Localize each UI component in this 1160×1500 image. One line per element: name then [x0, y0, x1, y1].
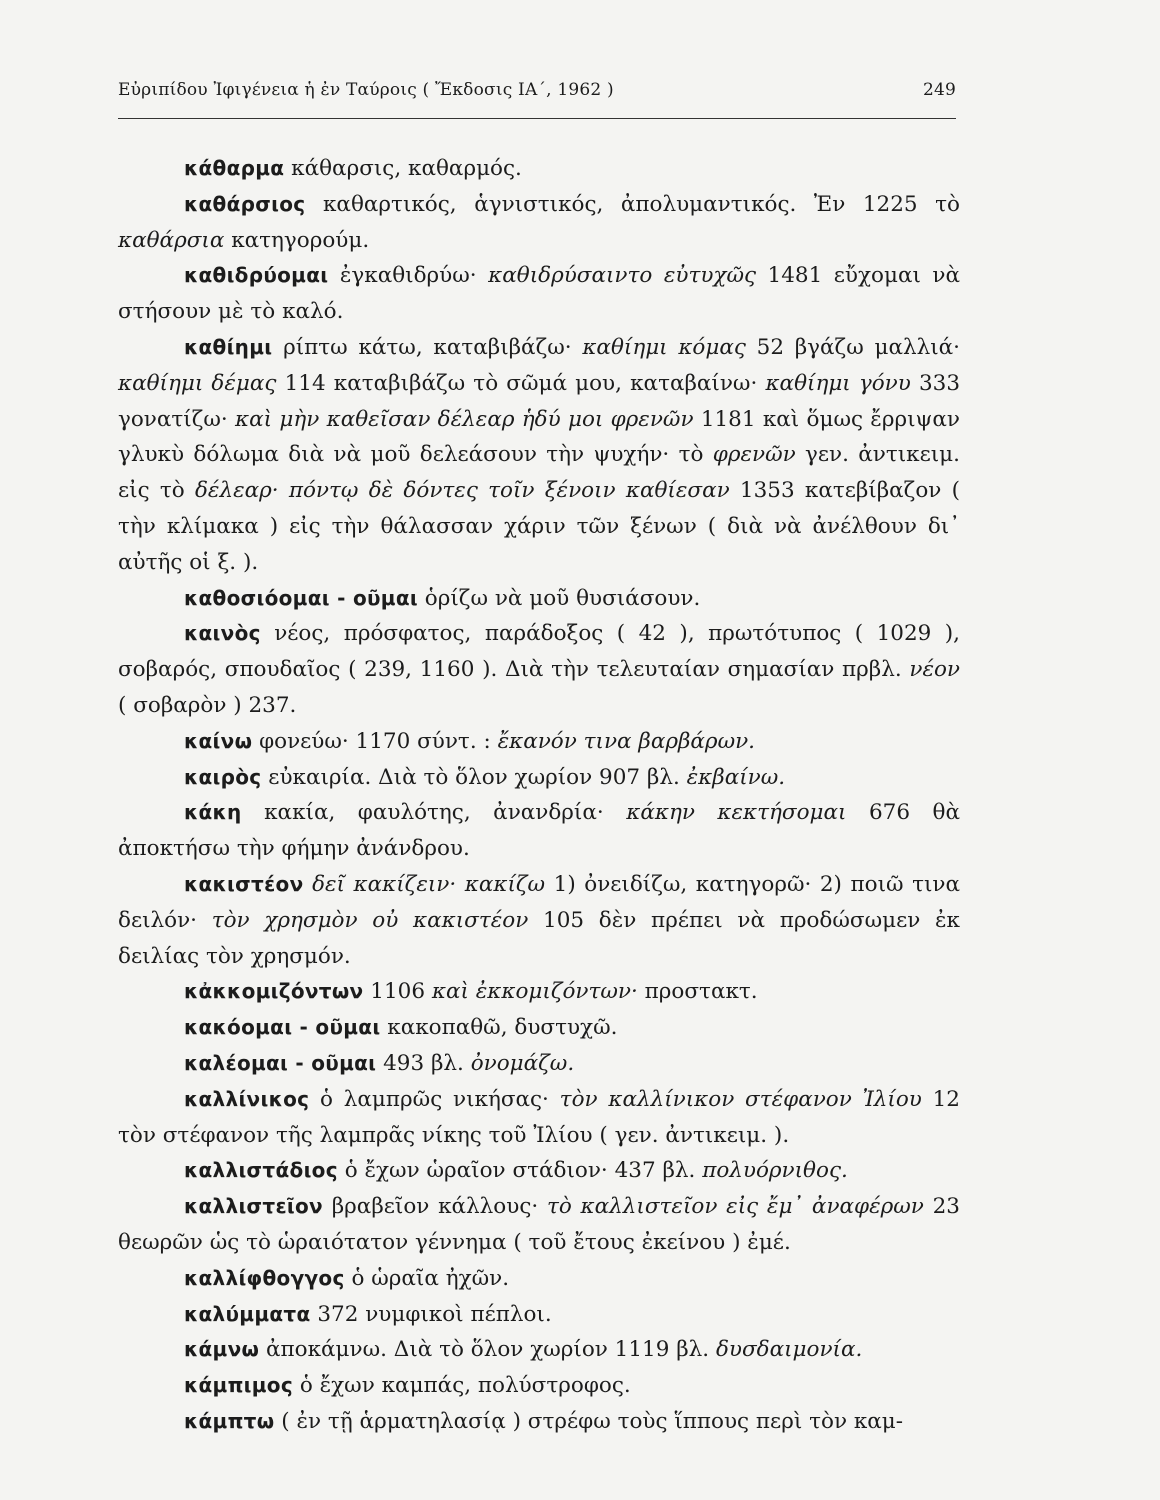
entry-kallistadios: [118, 1153, 960, 1189]
entry-list: [118, 151, 960, 1440]
entry-kallinikos: [118, 1082, 960, 1154]
definition-text: βραβεῖον κάλλους·: [322, 1194, 547, 1220]
headword: καιρὸς: [184, 764, 262, 789]
headword: καθάρσιος: [184, 191, 306, 216]
definition-text: προστακτ.: [637, 979, 758, 1005]
definition-text: ὁ ἔχων καμπάς, πολύστροφος.: [293, 1373, 631, 1399]
entry-kainos: [118, 616, 960, 723]
quotation: καθίημι κόμας: [582, 334, 746, 360]
headword: καλέομαι - οῦμαι: [184, 1050, 377, 1075]
running-head: [118, 80, 956, 100]
definition-text: κατηγορούμ.: [224, 227, 370, 253]
headword: καθοσιόομαι - οῦμαι: [184, 585, 418, 610]
definition-text: ὁ λαμπρῶς νικήσας·: [309, 1086, 560, 1112]
definition-text: 105 δὲν πρέπει νὰ προδώσωμεν ἐκ δειλίας τὸν χρησμόν.: [118, 907, 960, 969]
definition-text: 1353 κατεβίβαζον ( τὴν κλίμακα ) εἰς τὴν θάλασσαν χάριν τῶν ξένων ( διὰ νὰ ἀνέλθουν δι᾽ αὐτῆς οἱ ξ. ).: [118, 478, 960, 575]
entry-kaleomai: [118, 1046, 960, 1082]
headword: καλλίφθογγος: [184, 1265, 345, 1290]
definition-text: ( ἐν τῇ ἁρματηλασίᾳ ) στρέφω τοὺς ἵππους περὶ τὸν καμ-: [274, 1408, 904, 1434]
definition-text: κάθαρσις, καθαρμός.: [284, 156, 522, 181]
entry-kakisteon: [118, 867, 960, 974]
headword: κάθαρμα: [184, 156, 285, 180]
quotation: καὶ μὴν καθεῖσαν δέλεαρ ἡδύ μοι φρενῶν: [235, 406, 694, 432]
definition-text: 676 θὰ ἀποκτήσω τὴν φήμην ἀνάνδρου.: [118, 800, 960, 862]
quotation: τὸν καλλίνικον στέφανον Ἰλίου: [559, 1086, 922, 1112]
headword: καθίημι: [184, 334, 273, 359]
headword: καίνω: [184, 728, 253, 753]
headword: κάμπτω: [184, 1408, 275, 1433]
quotation: τὸ καλλιστεῖον εἰς ἔμ᾽ ἀναφέρων: [546, 1194, 924, 1220]
entry-kamno: [118, 1332, 960, 1368]
header-rule: [118, 118, 956, 119]
quotation: καθίημι δέμας: [118, 370, 277, 396]
definition-text: νέος, πρόσφατος, παράδοξος ( 42 ), πρωτότυπος ( 1029 ), σοβαρός, σπουδαῖος ( 239, 1160 ). Διὰ τὴν τελευταίαν σημασίαν πρβλ.: [118, 621, 960, 683]
definition-text: 1181 καὶ ὅμως ἔρριψαν γλυκὺ δόλωμα διὰ νὰ μοῦ δελεάσουν τὴν ψυχήν· τὸ: [118, 406, 961, 468]
definition-text: 23 θεωρῶν ὡς τὸ ὡραιότατον γέννημα ( τοῦ ἔτους ἐκείνου ) ἐμέ.: [118, 1194, 960, 1255]
headword: κάκη: [184, 800, 242, 825]
quotation: ὀνομάζω.: [470, 1050, 575, 1076]
headword: κακιστέον: [184, 871, 304, 896]
running-title: Εὐριπίδου Ἰφιγένεια ἡ ἐν Ταύροις ( Ἔκδοσις ΙΑ΄, 1962 ): [118, 80, 614, 100]
headword: κάμνω: [184, 1337, 260, 1362]
definition-text: ἐγκαθιδρύω·: [328, 263, 489, 289]
entry-kake: [118, 795, 960, 867]
definition-text: 372 νυμφικοὶ πέπλοι.: [310, 1301, 552, 1327]
definition-text: [304, 872, 313, 897]
quotation: ἔκανόν τινα βαρβάρων.: [497, 728, 756, 754]
quotation: νέον: [909, 657, 960, 683]
quotation: καὶ ἐκκομιζόντων·: [431, 979, 638, 1005]
entry-kakkomizonton: [118, 974, 960, 1010]
quotation: ἐκβαίνω.: [686, 764, 786, 790]
page-number: 249: [922, 80, 956, 100]
definition-text: κακοπαθῶ, δυστυχῶ.: [380, 1015, 618, 1041]
definition-text: ὁρίζω νὰ μοῦ θυσιάσουν.: [417, 585, 701, 611]
headword: καλλιστάδιος: [184, 1158, 338, 1183]
definition-text: 333 γονατίζω·: [118, 370, 960, 432]
entry-kaino: [118, 724, 960, 760]
definition-text: 1106: [363, 979, 432, 1005]
quotation: πολυόρνιθος.: [702, 1158, 848, 1184]
headword: καινὸς: [184, 621, 261, 646]
definition-text: ἀποκάμνω. Διὰ τὸ ὅλον χωρίον 1119 βλ.: [259, 1337, 716, 1363]
quotation: καθάρσια: [118, 227, 225, 253]
entry-kairos: [118, 760, 960, 796]
entry-kampto: [118, 1404, 960, 1440]
headword: καλλιστεῖον: [184, 1194, 323, 1219]
entry-kakoomai: [118, 1010, 960, 1046]
quotation: φρενῶν: [712, 442, 796, 468]
definition-text: 12 τὸν στέφανον τῆς λαμπρᾶς νίκης τοῦ Ἰλίου ( γεν. ἀντικειμ. ).: [118, 1086, 960, 1148]
definition-text: εὐκαιρία. Διὰ τὸ ὅλον χωρίον 907 βλ.: [261, 764, 687, 790]
definition-text: 1) ὀνειδίζω, κατηγορῶ· 2) ποιῶ τινα δειλόν·: [118, 871, 960, 933]
quotation: δέλεαρ· πόντῳ δὲ δόντες τοῖν ξένοιν καθίεσαν: [194, 478, 730, 504]
headword: καλλίνικος: [184, 1086, 310, 1111]
quotation: κάκην κεκτήσομαι: [626, 800, 847, 826]
quotation: καθιδρύσαιντο εὐτυχῶς: [488, 263, 757, 289]
entry-kathidryomai: [118, 258, 960, 330]
definition-text: φονεύω· 1170 σύντ. :: [252, 728, 498, 754]
definition-text: κακία, φαυλότης, ἀνανδρία·: [241, 800, 627, 826]
definition-text: ὁ ἔχων ὡραῖον στάδιον· 437 βλ.: [337, 1158, 703, 1184]
headword: καθιδρύομαι: [184, 263, 329, 288]
entry-katharsios: [118, 187, 960, 259]
entry-kallisteion: [118, 1189, 960, 1261]
definition-text: ὁ ὡραῖα ἠχῶν.: [344, 1265, 510, 1291]
entry-kampimos: [118, 1368, 960, 1404]
definition-text: καθαρτικός, ἁγνιστικός, ἀπολυμαντικός. Ἐν 1225 τὸ: [305, 191, 960, 217]
entry-kathosioomai: [118, 581, 960, 617]
quotation: τὸν χρησμὸν οὐ κακιστέον: [211, 907, 529, 933]
entry-kalliphthongos: [118, 1261, 960, 1297]
quotation: δυσδαιμονία.: [715, 1337, 863, 1363]
definition-text: ρίπτω κάτω, καταβιβάζω·: [272, 334, 583, 360]
headword: κακόομαι - οῦμαι: [184, 1015, 381, 1040]
entry-kathiemi: [118, 330, 960, 581]
definition-text: ( σοβαρὸν ) 237.: [118, 692, 297, 718]
headword: κἀκκομιζόντων: [184, 979, 364, 1004]
quotation: δεῖ κακίζειν· κακίζω: [312, 871, 546, 897]
definition-text: 1481 εὔχομαι νὰ στήσουν μὲ τὸ καλό.: [118, 263, 961, 325]
entry-katharma: [118, 151, 960, 187]
definition-text: γεν. ἀντικειμ. εἰς τὸ: [118, 442, 960, 504]
entry-kalymmata: [118, 1297, 960, 1333]
quotation: καθίημι γόνυ: [765, 370, 911, 396]
definition-text: 52 βγάζω μαλλιά·: [745, 334, 960, 360]
definition-text: 493 βλ.: [376, 1050, 471, 1076]
headword: καλύμματα: [184, 1301, 311, 1326]
headword: κάμπιμος: [184, 1373, 293, 1398]
definition-text: 114 καταβιβάζω τὸ σῶμά μου, καταβαίνω·: [276, 370, 766, 396]
